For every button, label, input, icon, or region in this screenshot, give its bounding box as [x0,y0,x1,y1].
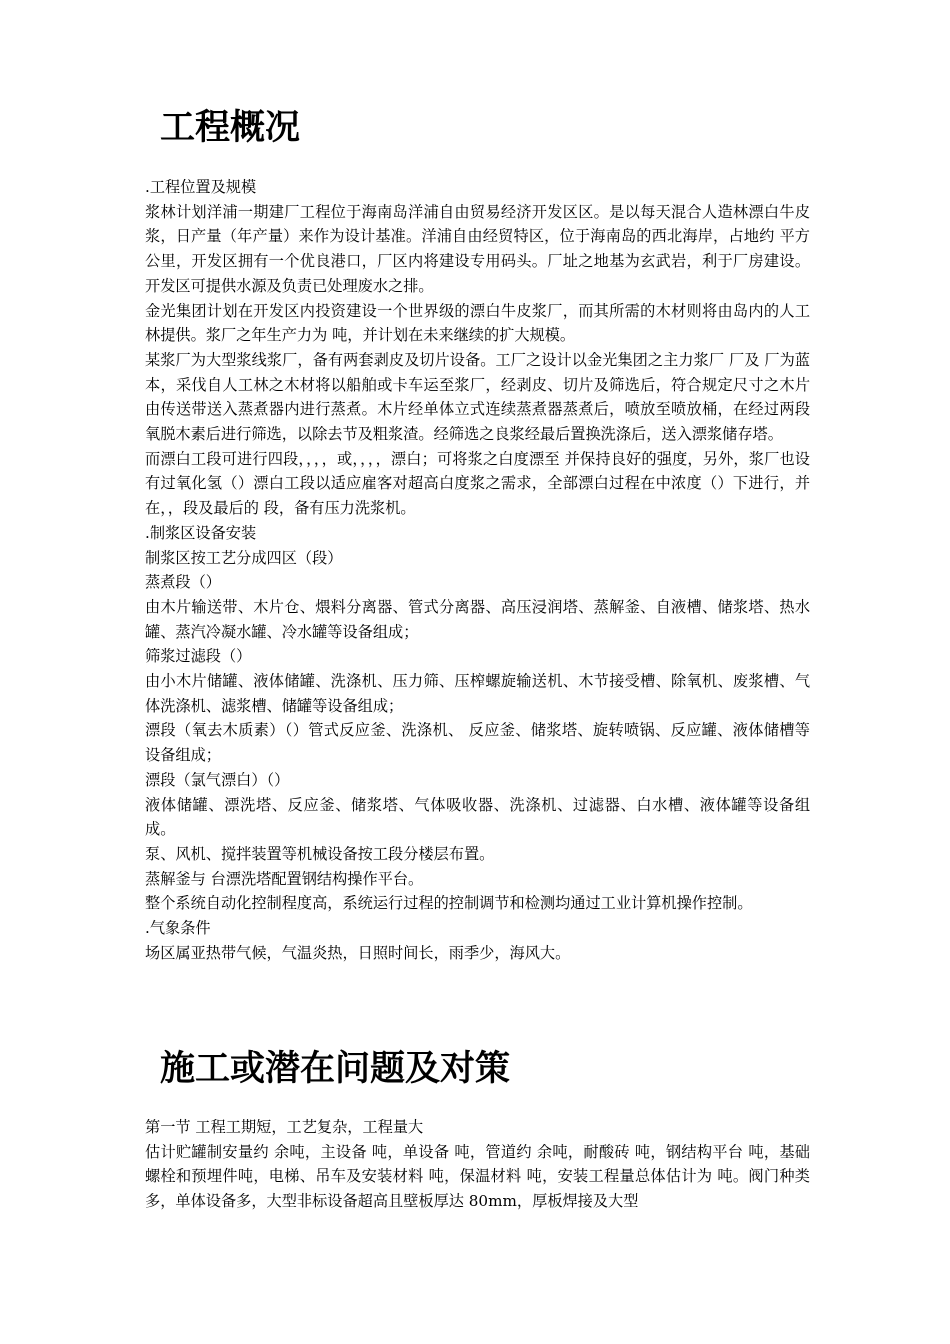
paragraph: 筛浆过滤段（） [145,647,252,666]
paragraph: 而漂白工段可进行四段，，，，或，，，，漂白；可将浆之白度漂至 并保持良好的强度，另外，浆厂也设有过氧化氢（）漂白工段以适应雇客对超高白度浆之需求，全部漂白过程在中浓度（）下进行，并在，，段及最后的 段，备有压力洗浆机。 [145,449,810,518]
paragraph: 由木片输送带、木片仓、煨料分离器、管式分离器、高压浸润塔、蒸解釜、自液槽、储浆塔、热水罐、蒸汽冷凝水罐、冷水罐等设备组成； [145,597,810,641]
paragraph: 制浆区按工艺分成四区（段） [145,548,343,567]
paragraph: 估计贮罐制安量约 余吨，主设备 吨，单设备 吨，管道约 余吨，耐酸砖 吨，钢结构平台 吨，基础螺栓和预埋件吨，电梯、吊车及安装材料 吨，保温材料 吨，安装工程量总体估计为 吨。阀门种类多，单体设备多，大型非标设备超高且壁板厚达 80mm，厚板焊接及大型 [145,1142,810,1211]
paragraph: 浆林计划洋浦一期建厂工程位于海南岛洋浦自由贸易经济开发区区。是以每天混合人造林漂白牛皮浆，日产量（年产量）来作为设计基准。洋浦自由经贸特区，位于海南岛的西北海岸，占地约 平方公里，开发区拥有一个优良港口，厂区内将建设专用码头。厂址之地基为玄武岩，利于厂房建设。开发区可提供水源及负责已处理废水之排。 [145,202,810,295]
paragraph: .制浆区设备安装 [145,523,257,542]
paragraph: 场区属亚热带气候，气温炎热，日照时间长，雨季少，海风大。 [145,943,571,962]
section-heading-project-overview: 工程概况 [160,108,301,148]
paragraph: 整个系统自动化控制程度高，系统运行过程的控制调节和检测均通过工业计算机操作控制。 [145,894,753,913]
paragraph: .气象条件 [145,919,211,938]
paragraph: 漂段（氯气漂白）（） [145,770,290,789]
paragraph: 漂段（氧去木质素）（）管式反应釜、洗涤机、 反应釜、储浆塔、旋转喷锅、反应罐、液体储槽等设备组成； [145,721,810,765]
section-body-construction-issues [145,1115,810,1214]
paragraph: .工程位置及规模 [145,178,257,196]
section-heading-construction-issues: 施工或潜在问题及对策 [160,1049,511,1089]
paragraph: 第一节 工程工期短，工艺复杂，工程量大 [145,1118,424,1136]
paragraph: 某浆厂为大型浆线浆厂，备有两套剥皮及切片设备。工厂之设计以金光集团之主力浆厂 厂及 厂为蓝本，采伐自人工林之木材将以船舶或卡车运至浆厂，经剥皮、切片及筛选后，符合规定尺寸之木片由传送带送入蒸煮器内进行蒸煮。木片经单体立式连续蒸煮器蒸煮后，喷放至喷放桶，在经过两段氧脱木素后进行筛选，以除去节及粗浆渣。经筛选之良浆经最后置换洗涤后，送入漂浆储存塔。 [145,350,810,444]
paragraph: 泵、风机、搅拌装置等机械设备按工段分楼层布置。 [145,844,495,863]
paragraph: 金光集团计划在开发区内投资建设一个世界级的漂白牛皮浆厂，而其所需的木材则将由岛内的人工林提供。浆厂之年生产力为 吨，并计划在未来继续的扩大规模。 [145,301,810,345]
paragraph: 蒸煮段（） [145,573,221,592]
paragraph: 蒸解釜与 台漂洗塔配置钢结构操作平台。 [145,869,424,888]
section-body-project-overview [145,175,810,966]
paragraph: 由小木片储罐、液体储罐、洗涤机、压力筛、压榨螺旋输送机、木节接受槽、除氧机、废浆槽、气体洗涤机、滤浆槽、储罐等设备组成； [145,672,810,715]
paragraph: 液体储罐、漂洗塔、反应釜、储浆塔、气体吸收器、洗涤机、过滤器、白水槽、液体罐等设备组成。 [145,795,810,839]
